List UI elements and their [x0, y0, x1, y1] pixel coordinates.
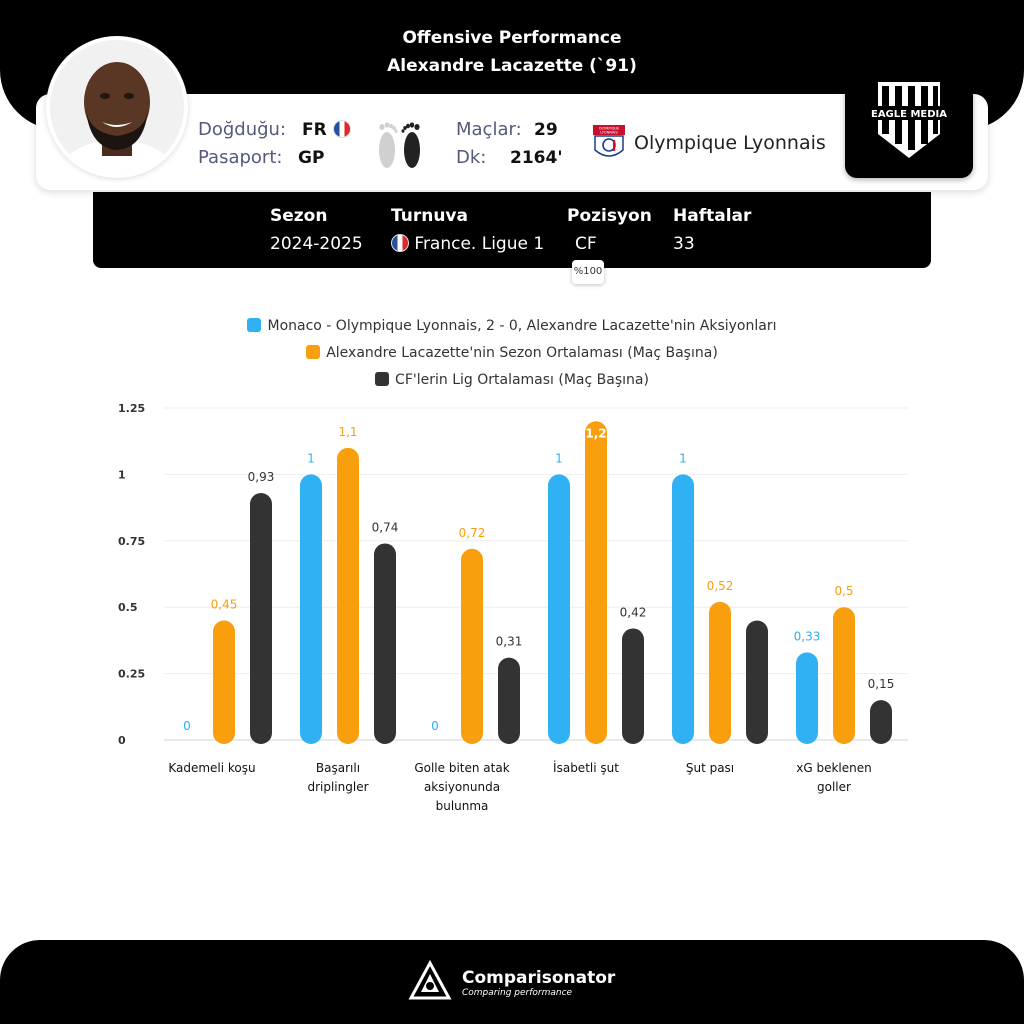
x-tick-label: İsabetli şut — [553, 761, 619, 775]
data-label: 0,72 — [458, 525, 486, 540]
data-label: 1 — [307, 451, 315, 466]
data-label: 1,2 — [585, 426, 607, 441]
y-tick-label: 0.5 — [118, 601, 138, 615]
tournament-name: France. Ligue 1 — [414, 234, 545, 254]
data-label: 0,42 — [619, 605, 647, 620]
legend-label-season: Alexandre Lacazette'nin Sezon Ortalaması (Maç Başına) — [326, 345, 718, 361]
svg-text:LYONNAIS: LYONNAIS — [600, 130, 618, 135]
footer-brand-name: Comparisonator — [462, 968, 616, 988]
season-label: Sezon — [270, 206, 328, 226]
data-label: 1 — [679, 451, 687, 466]
page-subtitle: Alexandre Lacazette (`91) — [387, 56, 637, 76]
club-logo-text: OLYMPIQUE — [598, 126, 620, 131]
y-tick-label: 0.75 — [118, 534, 146, 548]
bar-season — [337, 448, 359, 744]
data-label: 0,33 — [793, 629, 821, 644]
x-tick-label: Kademeli koşu — [168, 761, 256, 775]
x-tick-label: driplingler — [307, 780, 369, 794]
data-label: 0 — [431, 719, 439, 733]
bar-league — [870, 700, 892, 744]
footer-tagline: Comparing performance — [462, 988, 573, 998]
club-name: Olympique Lyonnais — [634, 132, 826, 154]
bar-match — [548, 474, 570, 744]
data-label: 1,1 — [338, 424, 358, 439]
page-title: Offensive Performance — [402, 28, 622, 48]
weeks-label: Haftalar — [673, 206, 752, 226]
x-tick-label: Başarılı — [315, 761, 361, 775]
comparisonator-logo-icon — [408, 960, 452, 1004]
data-label: 0,31 — [495, 634, 523, 649]
birth-label: Doğduğu: — [198, 119, 287, 140]
x-tick-label: aksiyonunda — [423, 780, 501, 794]
season-value: 2024-2025 — [270, 234, 363, 254]
data-label: 0,74 — [371, 520, 399, 535]
data-label: 1 — [555, 451, 563, 466]
y-tick-label: 1.25 — [118, 402, 146, 415]
bar-season — [709, 602, 731, 744]
bar-match — [300, 474, 322, 744]
position-percent-badge: %100 — [572, 260, 604, 284]
y-tick-label: 0.25 — [118, 667, 146, 681]
bar-league — [622, 628, 644, 744]
data-label: 0,5 — [834, 584, 854, 599]
bar-match — [672, 474, 694, 744]
bar-league — [498, 658, 520, 744]
bar-season — [833, 607, 855, 744]
y-tick-label: 1 — [118, 468, 126, 482]
weeks-value: 33 — [673, 234, 695, 254]
minutes-value: 2164' — [510, 148, 563, 168]
bar-season — [213, 620, 235, 744]
passport-value: GP — [298, 148, 325, 168]
x-tick-label: Golle biten atak — [414, 761, 510, 775]
bar-season — [585, 421, 607, 744]
birth-country: FR — [302, 120, 327, 140]
bar-league — [250, 493, 272, 744]
data-label: 0,93 — [247, 469, 275, 484]
brand-text: EAGLE MEDIA — [870, 109, 948, 120]
x-tick-label: Şut pası — [685, 761, 735, 775]
y-tick-label: 0 — [118, 734, 126, 747]
passport-label: Pasaport: — [198, 147, 283, 168]
data-label: 0,45 — [210, 597, 238, 612]
legend-label-league: CF'lerin Lig Ortalaması (Maç Başına) — [395, 372, 649, 388]
x-tick-label: goller — [817, 780, 851, 794]
legend-label-match: Monaco - Olympique Lyonnais, 2 - 0, Alexandre Lacazette'nin Aksiyonları — [267, 318, 777, 334]
position-label: Pozisyon — [567, 206, 652, 226]
matches-label: Maçlar: — [456, 119, 522, 140]
position-value: CF — [575, 234, 597, 254]
x-tick-label: bulunma — [435, 799, 489, 813]
bar-match — [796, 652, 818, 744]
bar-season — [461, 549, 483, 744]
minutes-label: Dk: — [456, 147, 487, 168]
bar-league — [746, 620, 768, 744]
data-label: 0,15 — [867, 677, 895, 692]
data-label: 0,52 — [706, 578, 734, 593]
matches-value: 29 — [534, 120, 558, 140]
tournament-label: Turnuva — [391, 206, 468, 226]
x-tick-label: xG beklenen — [796, 761, 872, 775]
data-label: 0 — [183, 719, 191, 733]
bar-league — [374, 543, 396, 744]
